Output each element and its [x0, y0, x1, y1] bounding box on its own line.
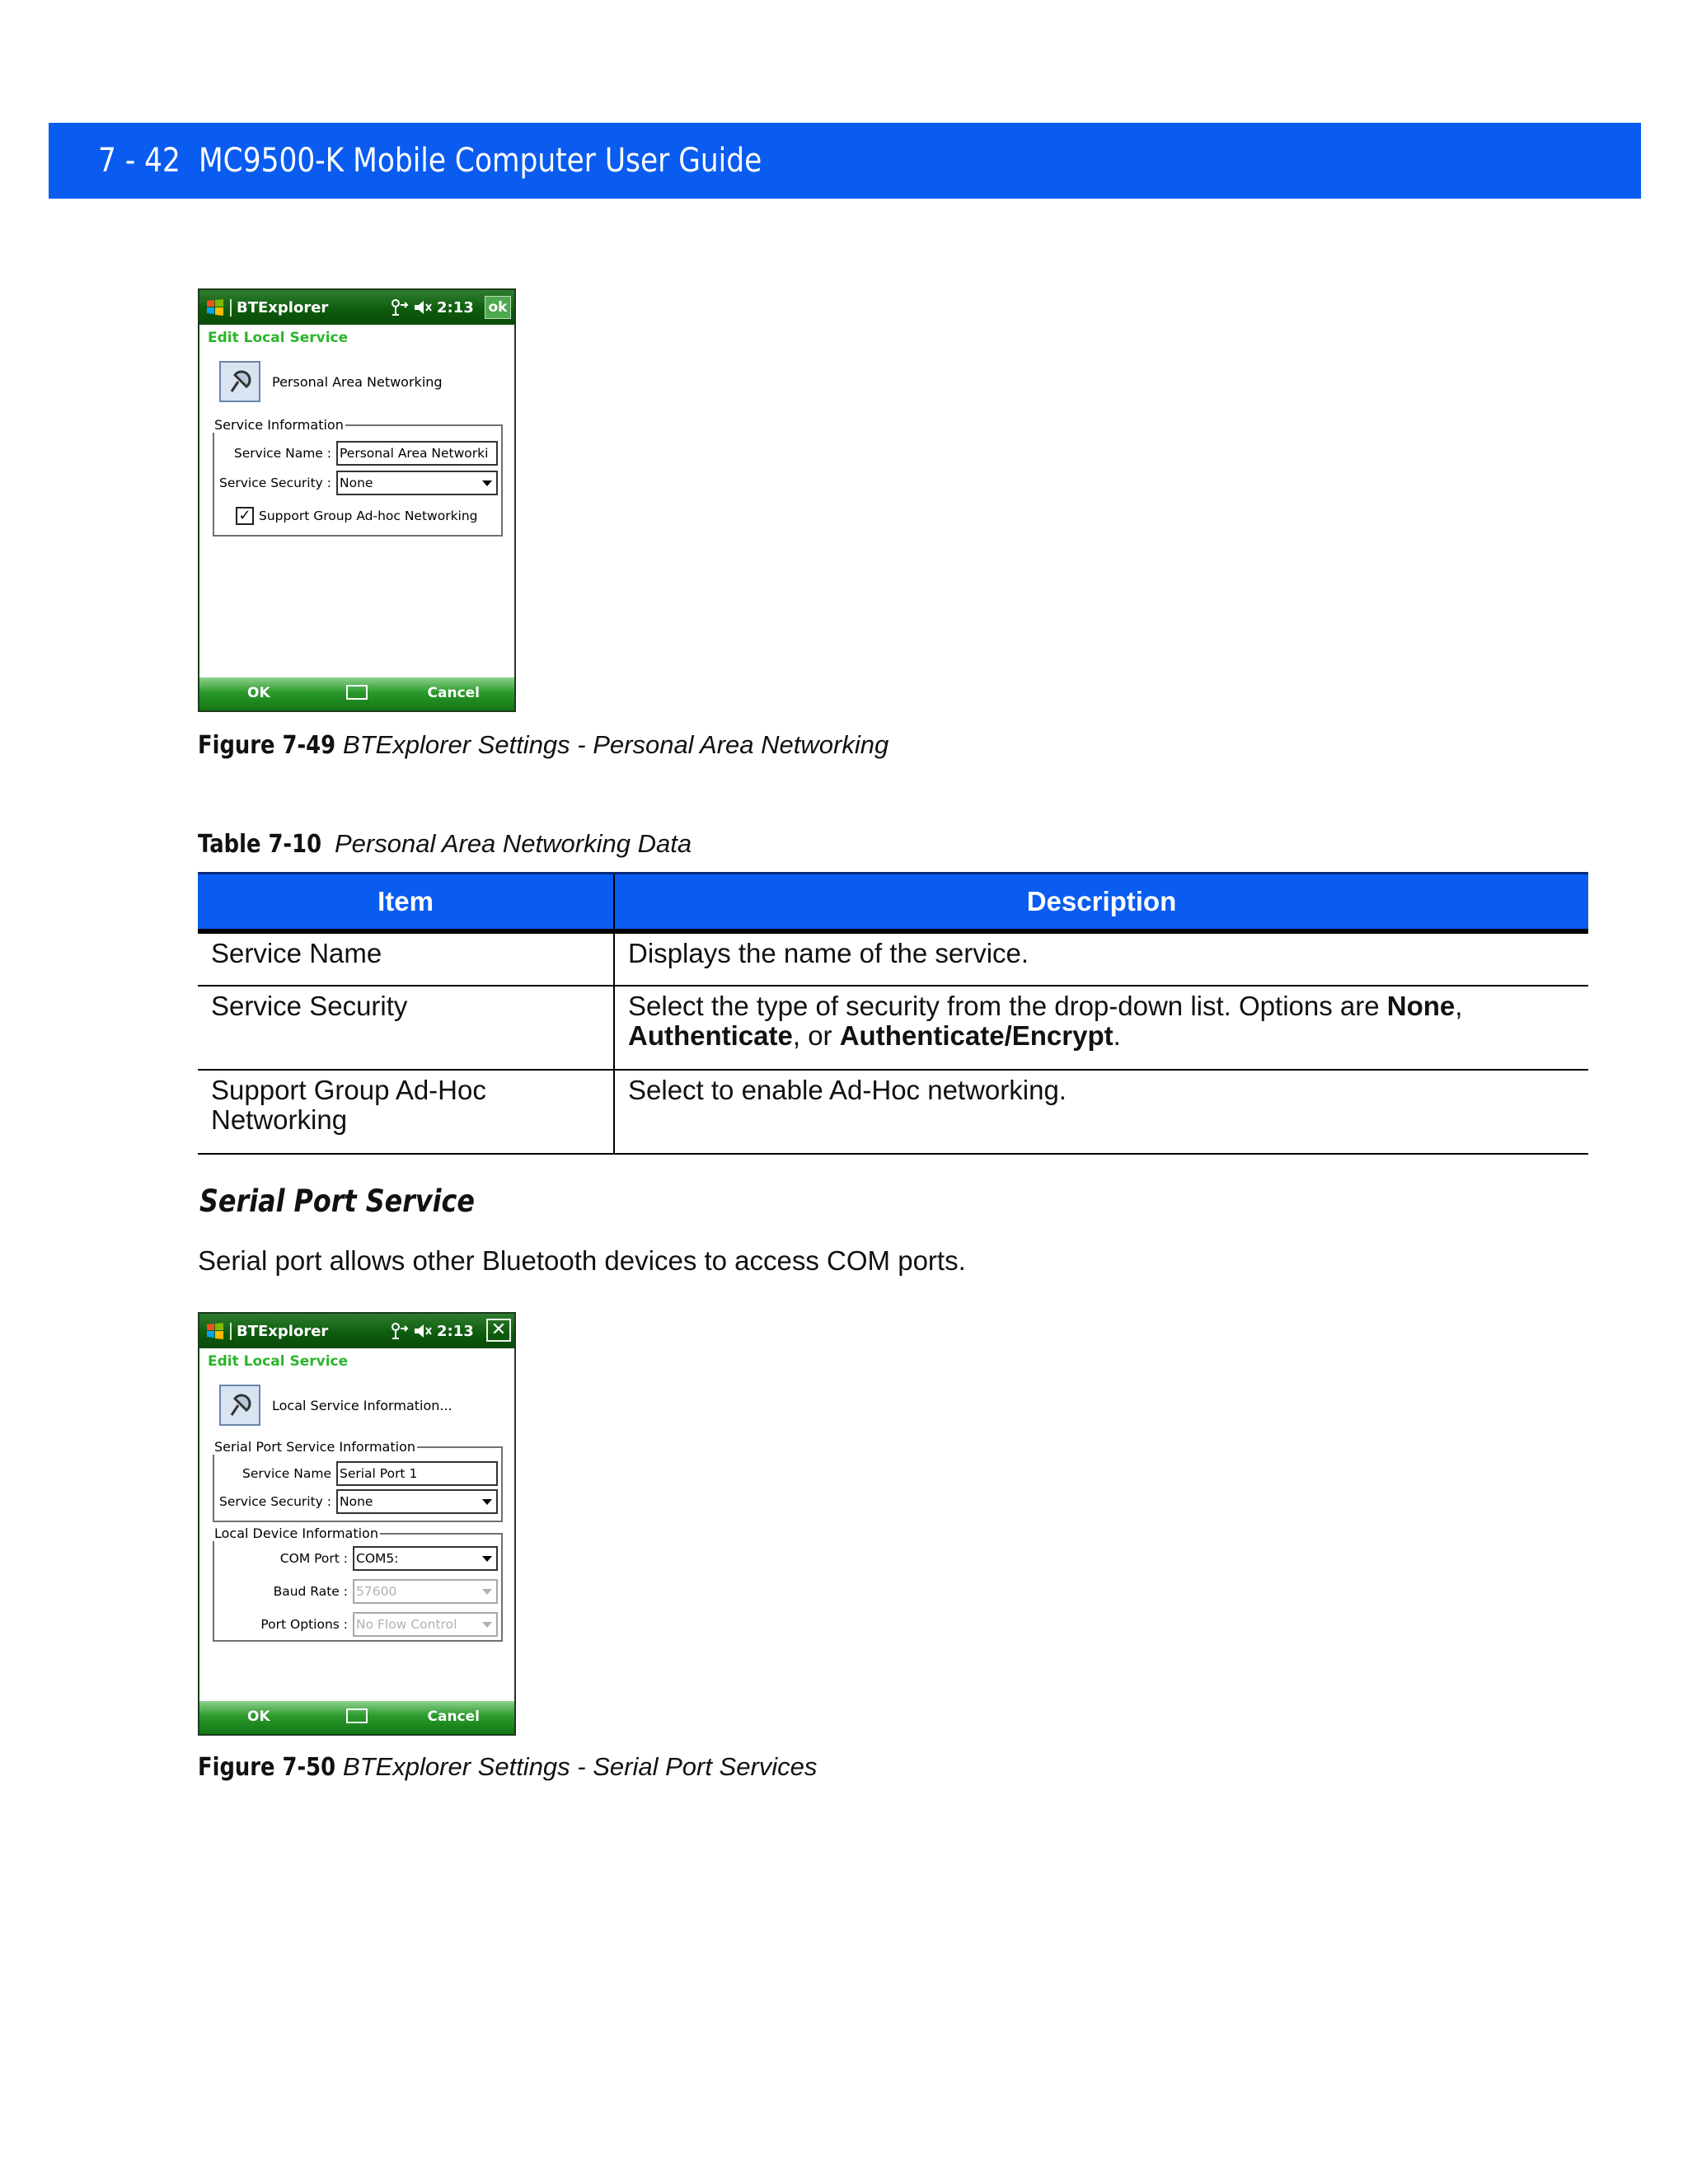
keyboard-icon[interactable]	[346, 685, 368, 700]
figure-label: Figure 7-49	[198, 731, 336, 760]
service-icon	[219, 1385, 260, 1426]
figure-7-50-caption	[198, 1752, 818, 1782]
service-row	[219, 1385, 514, 1426]
device-titlebar	[199, 1314, 514, 1348]
separator: , or	[792, 1020, 840, 1051]
port-options-label: Port Options :	[260, 1617, 348, 1632]
app-name: BTExplorer	[230, 1323, 328, 1340]
service-security-row	[218, 1489, 498, 1514]
screen-subtitle: Edit Local Service	[208, 1353, 349, 1370]
cell-description: Select to enable Ad-Hoc networking.	[614, 1070, 1588, 1154]
service-name-row	[218, 441, 498, 466]
option-authenticate: Authenticate	[628, 1020, 793, 1051]
service-name-input[interactable]: Personal Area Networki	[336, 441, 498, 466]
speaker-muted-icon[interactable]	[413, 1322, 433, 1340]
figure-caption-text: BTExplorer Settings - Personal Area Networking	[343, 730, 889, 759]
service-title: Personal Area Networking	[272, 373, 443, 390]
figure-7-49-screenshot	[198, 288, 516, 712]
service-security-label: Service Security :	[218, 476, 331, 490]
page-header	[49, 123, 1641, 199]
figure-caption-text: BTExplorer Settings - Serial Port Services	[343, 1752, 818, 1781]
cancel-softkey[interactable]: Cancel	[427, 685, 480, 701]
figure-7-49-caption	[198, 730, 889, 760]
dropdown-arrow-icon	[482, 1499, 492, 1505]
table-row	[198, 986, 1588, 1070]
dropdown-arrow-icon	[482, 1556, 492, 1562]
cell-description	[614, 986, 1588, 1070]
service-security-label: Service Security :	[218, 1494, 331, 1509]
figure-7-50-screenshot	[198, 1312, 516, 1736]
table-row	[198, 931, 1588, 986]
service-security-dropdown[interactable]	[336, 1489, 498, 1514]
windows-start-icon[interactable]	[205, 1321, 225, 1341]
keyboard-icon[interactable]	[346, 1708, 368, 1723]
service-name-label: Service Name :	[233, 446, 331, 461]
group-label: Local Device Information	[214, 1526, 378, 1541]
connectivity-icon[interactable]	[389, 1322, 409, 1340]
status-area	[389, 298, 474, 316]
com-port-dropdown[interactable]	[353, 1546, 498, 1571]
group-label: Serial Port Service Information	[214, 1439, 415, 1455]
port-options-value: No Flow Control	[356, 1617, 457, 1632]
item-line-2: Networking	[211, 1104, 348, 1135]
service-security-row	[218, 471, 498, 495]
cell-item: Service Name	[198, 931, 614, 986]
service-name-input[interactable]: Serial Port 1	[336, 1461, 498, 1486]
baud-rate-dropdown[interactable]	[353, 1579, 498, 1604]
com-port-value: COM5:	[356, 1551, 399, 1566]
service-security-dropdown[interactable]	[336, 471, 498, 495]
cell-description: Displays the name of the service.	[614, 931, 1588, 986]
close-icon[interactable]: ✕	[486, 1319, 511, 1342]
service-icon	[219, 361, 260, 402]
table-header-row	[198, 874, 1588, 932]
com-port-row	[218, 1546, 498, 1571]
windows-start-icon[interactable]	[205, 298, 225, 317]
clock: 2:13	[437, 1322, 474, 1340]
baud-rate-label: Baud Rate :	[273, 1584, 348, 1599]
device-titlebar	[199, 290, 514, 325]
app-name: BTExplorer	[230, 299, 328, 316]
port-options-row	[218, 1612, 498, 1637]
clock: 2:13	[437, 298, 474, 316]
sentence-end: .	[1113, 1020, 1121, 1051]
group-label: Service Information	[214, 417, 344, 433]
softkey-bar	[199, 1701, 514, 1734]
cell-item	[198, 1070, 614, 1154]
status-area	[389, 1322, 474, 1340]
option-none: None	[1386, 991, 1456, 1021]
ok-button[interactable]: ok	[485, 296, 511, 319]
section-heading: Serial Port Service	[199, 1183, 476, 1219]
softkey-bar	[199, 677, 514, 710]
section-body: Serial port allows other Bluetooth devices to access COM ports.	[198, 1245, 966, 1276]
description-text: Select the type of security from the drop-down list. Options are	[628, 991, 1387, 1021]
dropdown-arrow-icon	[482, 1589, 492, 1595]
option-authenticate-encrypt: Authenticate/Encrypt	[839, 1020, 1114, 1051]
separator: ,	[1455, 991, 1463, 1021]
service-information-group	[213, 417, 503, 537]
cell-item: Service Security	[198, 986, 614, 1070]
com-port-label: COM Port :	[279, 1551, 348, 1566]
port-options-dropdown[interactable]	[353, 1612, 498, 1637]
page-number: 7 - 42	[98, 142, 181, 180]
table-caption-text: Personal Area Networking Data	[335, 829, 692, 858]
support-group-checkbox-label: Support Group Ad-hoc Networking	[259, 509, 478, 523]
dropdown-arrow-icon	[482, 1622, 492, 1628]
service-security-value: None	[340, 476, 373, 490]
column-header-item: Item	[198, 874, 614, 932]
table-label: Table 7-10	[198, 830, 322, 859]
figure-label: Figure 7-50	[198, 1753, 336, 1782]
service-title: Local Service Information...	[272, 1397, 452, 1413]
support-group-checkbox[interactable]: ✓	[236, 507, 254, 525]
service-name-label: Service Name	[242, 1466, 331, 1481]
ok-softkey[interactable]: OK	[247, 685, 270, 701]
column-header-description: Description	[614, 874, 1588, 932]
guide-title: MC9500-K Mobile Computer User Guide	[199, 142, 762, 180]
screen-subtitle: Edit Local Service	[208, 330, 349, 346]
service-name-row	[218, 1461, 498, 1486]
cancel-softkey[interactable]: Cancel	[427, 1708, 480, 1725]
speaker-muted-icon[interactable]	[413, 298, 433, 316]
dropdown-arrow-icon	[482, 480, 492, 486]
table-7-10-caption	[198, 829, 692, 859]
item-line-1: Support Group Ad-Hoc	[211, 1075, 486, 1105]
table-row	[198, 1070, 1588, 1154]
service-row	[219, 361, 514, 402]
baud-rate-value: 57600	[356, 1584, 397, 1599]
service-security-value: None	[340, 1494, 373, 1509]
support-group-checkbox-row	[236, 507, 498, 525]
ok-softkey[interactable]: OK	[247, 1708, 270, 1725]
serial-port-service-group	[213, 1439, 503, 1522]
local-device-information-group	[213, 1526, 503, 1642]
baud-rate-row	[218, 1579, 498, 1604]
personal-area-networking-table	[198, 872, 1588, 1155]
connectivity-icon[interactable]	[389, 298, 409, 316]
